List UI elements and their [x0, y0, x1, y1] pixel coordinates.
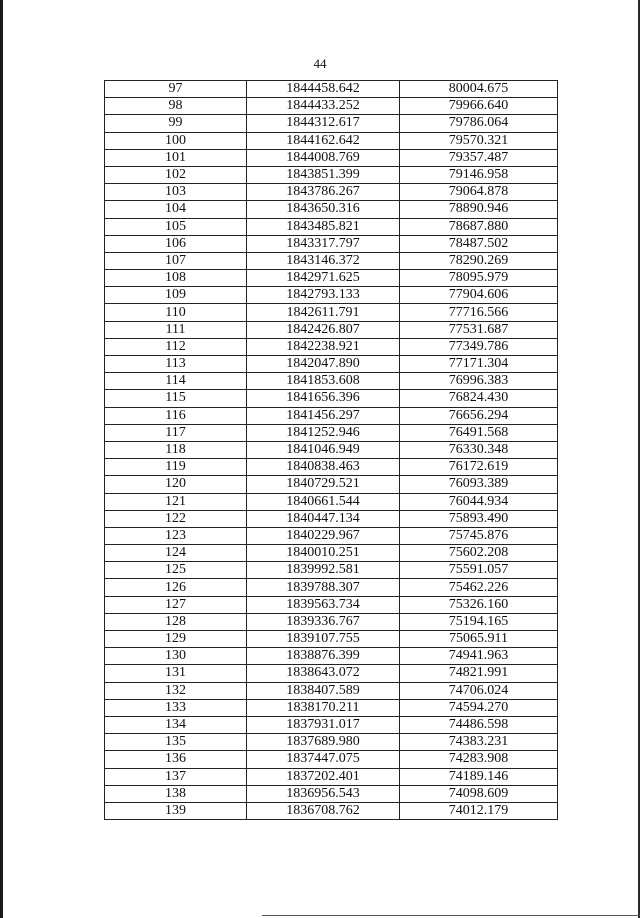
coordinate-x-cell: 1843485.821 — [247, 218, 400, 235]
coordinate-x-cell: 1836708.762 — [247, 802, 400, 819]
coordinate-x-cell: 1842611.791 — [247, 304, 400, 321]
table-row — [105, 802, 558, 819]
coordinate-y-cell: 79786.064 — [400, 115, 558, 132]
point-number-cell: 110 — [105, 304, 247, 321]
table-row — [105, 356, 558, 373]
coordinate-x-cell: 1839107.755 — [247, 631, 400, 648]
point-number-cell: 101 — [105, 149, 247, 166]
coordinate-x-cell: 1836956.543 — [247, 785, 400, 802]
coordinate-x-cell: 1837931.017 — [247, 716, 400, 733]
point-number-cell: 99 — [105, 115, 247, 132]
point-number-cell: 113 — [105, 356, 247, 373]
coordinate-x-cell: 1844433.252 — [247, 98, 400, 115]
coordinate-x-cell: 1838643.072 — [247, 665, 400, 682]
coordinate-y-cell: 76172.619 — [400, 459, 558, 476]
coordinate-x-cell: 1843650.316 — [247, 201, 400, 218]
point-number-cell: 137 — [105, 768, 247, 785]
coordinate-y-cell: 77531.687 — [400, 321, 558, 338]
table-row — [105, 390, 558, 407]
coordinate-y-cell: 76824.430 — [400, 390, 558, 407]
point-number-cell: 127 — [105, 596, 247, 613]
coordinate-y-cell: 79570.321 — [400, 132, 558, 149]
table-row — [105, 476, 558, 493]
table-row — [105, 201, 558, 218]
point-number-cell: 138 — [105, 785, 247, 802]
table-row — [105, 699, 558, 716]
coordinate-y-cell: 74706.024 — [400, 682, 558, 699]
point-number-cell: 115 — [105, 390, 247, 407]
coordinate-x-cell: 1838170.211 — [247, 699, 400, 716]
coordinate-x-cell: 1839788.307 — [247, 579, 400, 596]
table-row — [105, 648, 558, 665]
point-number-cell: 132 — [105, 682, 247, 699]
coordinate-x-cell: 1840729.521 — [247, 476, 400, 493]
point-number-cell: 114 — [105, 373, 247, 390]
table-row — [105, 321, 558, 338]
point-number-cell: 120 — [105, 476, 247, 493]
point-number-cell: 104 — [105, 201, 247, 218]
table-row — [105, 562, 558, 579]
coordinate-y-cell: 75745.876 — [400, 527, 558, 544]
point-number-cell: 118 — [105, 441, 247, 458]
coordinate-y-cell: 75194.165 — [400, 613, 558, 630]
point-number-cell: 116 — [105, 407, 247, 424]
point-number-cell: 107 — [105, 252, 247, 269]
coordinate-y-cell: 74283.908 — [400, 751, 558, 768]
table-row — [105, 768, 558, 785]
table-row — [105, 510, 558, 527]
coordinate-y-cell: 74383.231 — [400, 734, 558, 751]
table-row — [105, 682, 558, 699]
table-row — [105, 631, 558, 648]
point-number-cell: 126 — [105, 579, 247, 596]
coordinate-y-cell: 76996.383 — [400, 373, 558, 390]
point-number-cell: 131 — [105, 665, 247, 682]
coordinate-y-cell: 78290.269 — [400, 252, 558, 269]
coordinate-y-cell: 74486.598 — [400, 716, 558, 733]
coordinate-y-cell: 76330.348 — [400, 441, 558, 458]
coordinate-x-cell: 1840010.251 — [247, 545, 400, 562]
coordinate-x-cell: 1837447.075 — [247, 751, 400, 768]
point-number-cell: 130 — [105, 648, 247, 665]
coordinate-x-cell: 1840229.967 — [247, 527, 400, 544]
table-row — [105, 545, 558, 562]
coordinate-y-cell: 76093.389 — [400, 476, 558, 493]
table-row — [105, 252, 558, 269]
coordinate-y-cell: 74098.609 — [400, 785, 558, 802]
table-row — [105, 596, 558, 613]
coordinate-y-cell: 78095.979 — [400, 270, 558, 287]
coordinate-x-cell: 1841656.396 — [247, 390, 400, 407]
point-number-cell: 112 — [105, 338, 247, 355]
table-row — [105, 407, 558, 424]
coordinate-x-cell: 1838876.399 — [247, 648, 400, 665]
point-number-cell: 133 — [105, 699, 247, 716]
coordinate-y-cell: 79357.487 — [400, 149, 558, 166]
table-row — [105, 441, 558, 458]
coordinate-y-cell: 74594.270 — [400, 699, 558, 716]
point-number-cell: 121 — [105, 493, 247, 510]
point-number-cell: 98 — [105, 98, 247, 115]
table-row — [105, 132, 558, 149]
coordinates-table-body — [105, 81, 558, 820]
coordinate-y-cell: 77171.304 — [400, 356, 558, 373]
coordinate-x-cell: 1840447.134 — [247, 510, 400, 527]
coordinate-x-cell: 1841456.297 — [247, 407, 400, 424]
coordinate-x-cell: 1844312.617 — [247, 115, 400, 132]
coordinate-x-cell: 1844162.642 — [247, 132, 400, 149]
point-number-cell: 123 — [105, 527, 247, 544]
coordinate-x-cell: 1842047.890 — [247, 356, 400, 373]
coordinate-y-cell: 76044.934 — [400, 493, 558, 510]
coordinate-x-cell: 1837689.980 — [247, 734, 400, 751]
coordinate-y-cell: 79146.958 — [400, 166, 558, 183]
table-row — [105, 459, 558, 476]
table-row — [105, 665, 558, 682]
coordinate-x-cell: 1839563.734 — [247, 596, 400, 613]
coordinate-x-cell: 1843851.399 — [247, 166, 400, 183]
point-number-cell: 105 — [105, 218, 247, 235]
coordinate-x-cell: 1839336.767 — [247, 613, 400, 630]
coordinate-x-cell: 1843317.797 — [247, 235, 400, 252]
table-row — [105, 493, 558, 510]
point-number-cell: 136 — [105, 751, 247, 768]
coordinate-x-cell: 1844008.769 — [247, 149, 400, 166]
table-row — [105, 338, 558, 355]
coordinate-x-cell: 1840661.544 — [247, 493, 400, 510]
table-row — [105, 716, 558, 733]
table-row — [105, 235, 558, 252]
coordinate-y-cell: 75065.911 — [400, 631, 558, 648]
point-number-cell: 100 — [105, 132, 247, 149]
page-number: 44 — [313, 56, 327, 71]
coordinate-y-cell: 75462.226 — [400, 579, 558, 596]
coordinate-x-cell: 1844458.642 — [247, 81, 400, 98]
point-number-cell: 134 — [105, 716, 247, 733]
table-row — [105, 751, 558, 768]
table-row — [105, 98, 558, 115]
point-number-cell: 119 — [105, 459, 247, 476]
point-number-cell: 125 — [105, 562, 247, 579]
coordinate-y-cell: 77904.606 — [400, 287, 558, 304]
coordinate-y-cell: 79064.878 — [400, 184, 558, 201]
coordinate-y-cell: 77716.566 — [400, 304, 558, 321]
coordinate-x-cell: 1841046.949 — [247, 441, 400, 458]
scan-left-edge — [0, 0, 3, 918]
table-row — [105, 613, 558, 630]
table-row — [105, 373, 558, 390]
table-row — [105, 287, 558, 304]
coordinate-x-cell: 1837202.401 — [247, 768, 400, 785]
point-number-cell: 122 — [105, 510, 247, 527]
point-number-cell: 117 — [105, 424, 247, 441]
coordinate-x-cell: 1838407.589 — [247, 682, 400, 699]
table-row — [105, 81, 558, 98]
coordinate-y-cell: 76491.568 — [400, 424, 558, 441]
table-row — [105, 785, 558, 802]
table-row — [105, 734, 558, 751]
point-number-cell: 109 — [105, 287, 247, 304]
coordinate-x-cell: 1840838.463 — [247, 459, 400, 476]
coordinate-y-cell: 79966.640 — [400, 98, 558, 115]
coordinate-x-cell: 1842426.807 — [247, 321, 400, 338]
point-number-cell: 103 — [105, 184, 247, 201]
coordinate-x-cell: 1841853.608 — [247, 373, 400, 390]
coordinate-y-cell: 75591.057 — [400, 562, 558, 579]
table-row — [105, 304, 558, 321]
table-row — [105, 166, 558, 183]
table-row — [105, 218, 558, 235]
coordinate-y-cell: 75602.208 — [400, 545, 558, 562]
table-row — [105, 149, 558, 166]
point-number-cell: 108 — [105, 270, 247, 287]
coordinate-y-cell: 76656.294 — [400, 407, 558, 424]
coordinate-y-cell: 74189.146 — [400, 768, 558, 785]
point-number-cell: 102 — [105, 166, 247, 183]
coordinate-y-cell: 80004.675 — [400, 81, 558, 98]
table-row — [105, 184, 558, 201]
coordinates-table — [104, 80, 558, 820]
point-number-cell: 97 — [105, 81, 247, 98]
coordinate-x-cell: 1842793.133 — [247, 287, 400, 304]
point-number-cell: 129 — [105, 631, 247, 648]
table-row — [105, 115, 558, 132]
scan-bottom-edge — [262, 915, 640, 916]
coordinate-y-cell: 74012.179 — [400, 802, 558, 819]
table-row — [105, 424, 558, 441]
coordinate-x-cell: 1843786.267 — [247, 184, 400, 201]
table-row — [105, 579, 558, 596]
coordinate-y-cell: 77349.786 — [400, 338, 558, 355]
point-number-cell: 135 — [105, 734, 247, 751]
coordinate-y-cell: 78487.502 — [400, 235, 558, 252]
point-number-cell: 106 — [105, 235, 247, 252]
point-number-cell: 128 — [105, 613, 247, 630]
coordinate-x-cell: 1839992.581 — [247, 562, 400, 579]
table-row — [105, 270, 558, 287]
coordinate-y-cell: 75893.490 — [400, 510, 558, 527]
coordinate-x-cell: 1843146.372 — [247, 252, 400, 269]
coordinate-x-cell: 1841252.946 — [247, 424, 400, 441]
coordinate-y-cell: 75326.160 — [400, 596, 558, 613]
coordinate-x-cell: 1842971.625 — [247, 270, 400, 287]
point-number-cell: 139 — [105, 802, 247, 819]
table-row — [105, 527, 558, 544]
point-number-cell: 111 — [105, 321, 247, 338]
coordinate-x-cell: 1842238.921 — [247, 338, 400, 355]
coordinate-y-cell: 74821.991 — [400, 665, 558, 682]
coordinate-y-cell: 78687.880 — [400, 218, 558, 235]
coordinate-y-cell: 74941.963 — [400, 648, 558, 665]
point-number-cell: 124 — [105, 545, 247, 562]
coordinate-y-cell: 78890.946 — [400, 201, 558, 218]
